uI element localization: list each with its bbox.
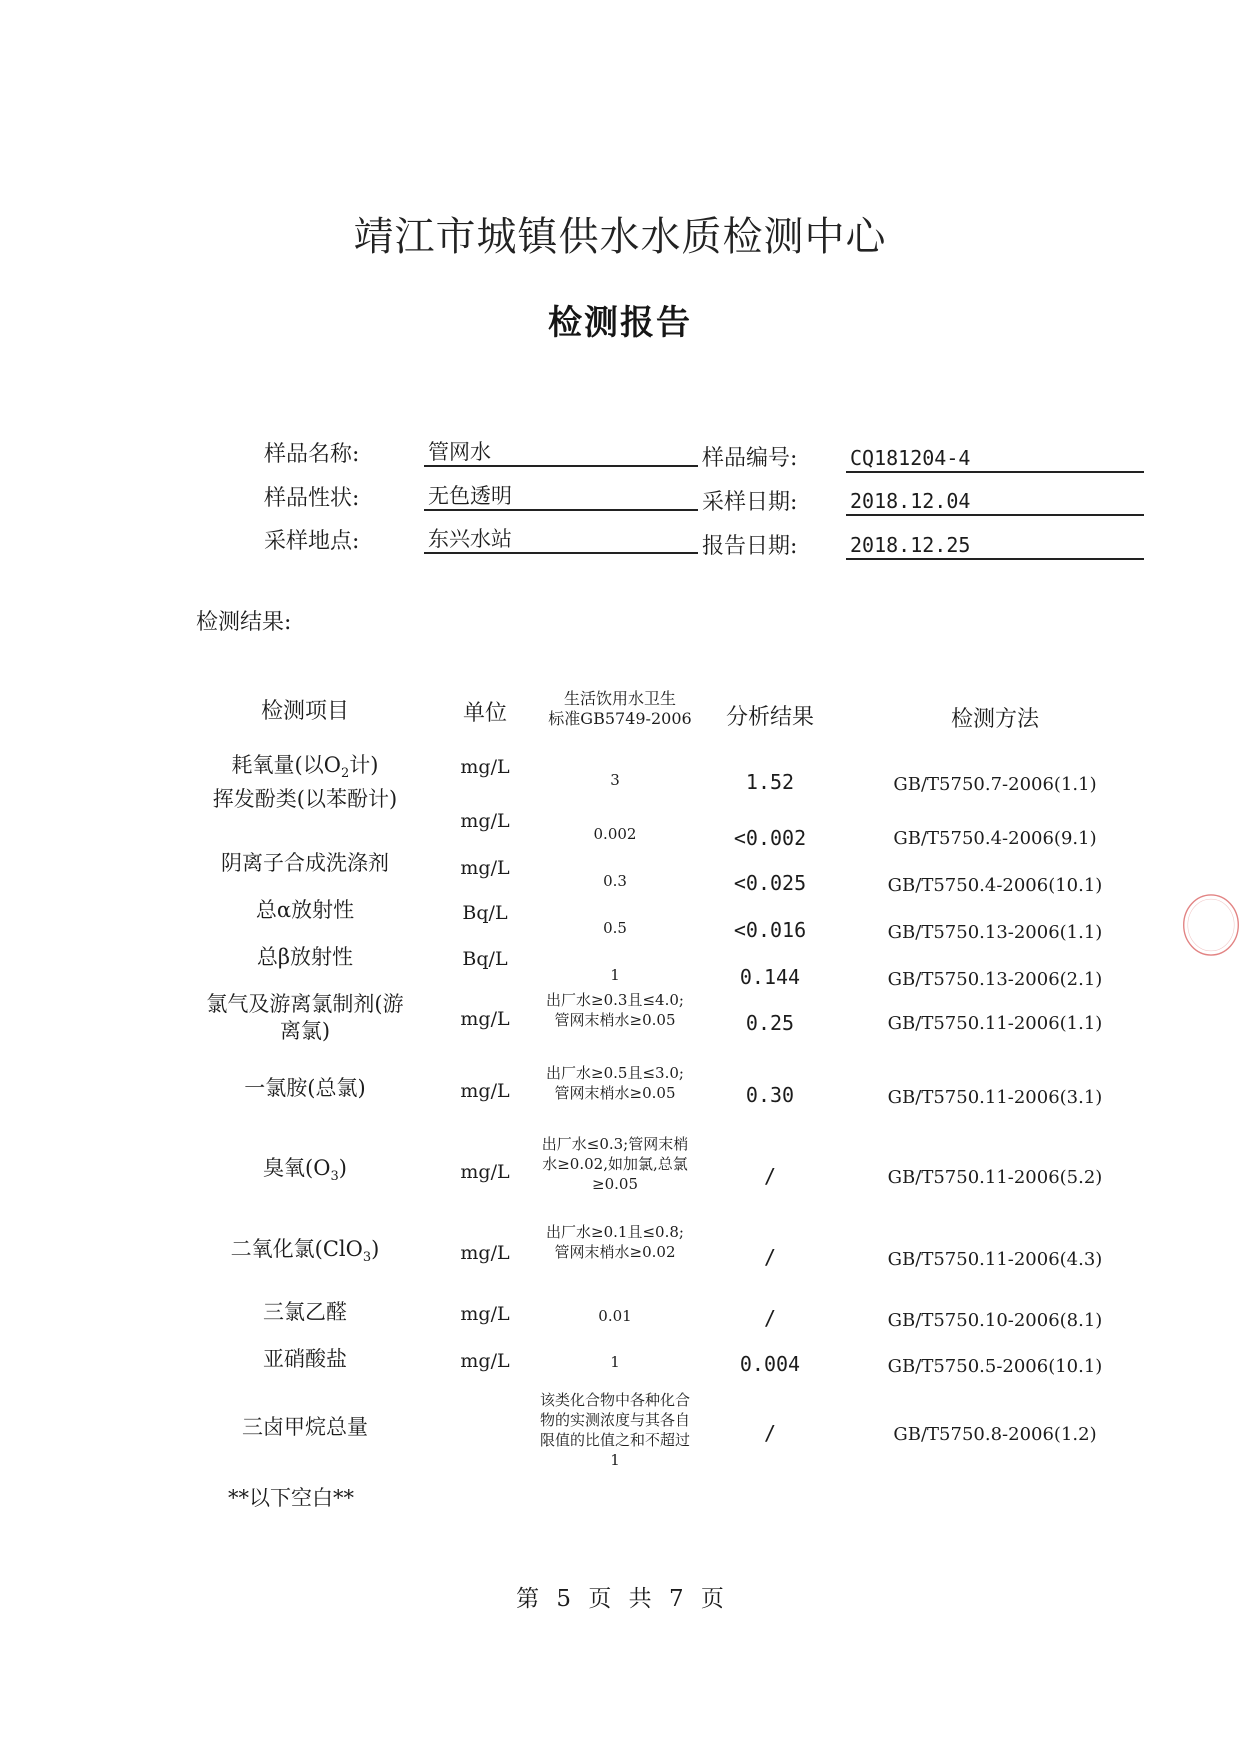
cell-unit: Bq/L [462, 948, 508, 970]
column-header-result: 分析结果 [725, 705, 814, 730]
cell-method: GB/T5750.13-2006(2.1) [887, 969, 1103, 990]
cell-method: GB/T5750.11-2006(3.1) [887, 1087, 1103, 1108]
cell-result: <0.025 [733, 871, 807, 895]
cell-item-text: 亚硝酸盐 [263, 1347, 347, 1371]
cell-method: GB/T5750.8-2006(1.2) [893, 1424, 1097, 1445]
cell-item [190, 752, 420, 787]
cell-method: GB/T5750.11-2006(5.2) [887, 1167, 1103, 1188]
cell-standard: 1 [610, 966, 620, 984]
cell-method: GB/T5750.13-2006(1.1) [887, 922, 1103, 943]
cell-result: 1.52 [745, 770, 795, 794]
cell-item-text: 阴离子合成洗涤剂 [221, 851, 389, 875]
cell-unit: mg/L [460, 1008, 510, 1030]
sample-code-label: 样品编号: [702, 446, 798, 471]
column-header-method: 检测方法 [950, 707, 1039, 732]
cell-item-suffix: ) [338, 1156, 347, 1180]
cell-item [190, 1414, 420, 1441]
cell-item-text: 三卤甲烷总量 [242, 1415, 368, 1439]
cell-standard: 该类化合物中各种化合物的实测浓度与其各自限值的比值之和不超过1 [540, 1391, 691, 1469]
report-title: 检测报告 [548, 303, 692, 343]
cell-item [190, 850, 420, 877]
cell-result: 0.30 [745, 1083, 795, 1107]
cell-item [190, 1346, 420, 1373]
cell-item [190, 897, 420, 924]
cell-item-text: 总β放射性 [256, 945, 354, 969]
column-header-item: 检测项目 [260, 699, 349, 724]
sample-name-value: 管网水 [424, 437, 698, 467]
cell-item [190, 1075, 420, 1102]
page-prefix: 第 [516, 1586, 540, 1612]
cell-method: GB/T5750.4-2006(10.1) [887, 875, 1103, 896]
page-number [0, 1580, 1240, 1613]
cell-method: GB/T5750.10-2006(8.1) [887, 1310, 1103, 1331]
end-of-table-note: **以下空白** [228, 1486, 354, 1510]
cell-item [190, 1236, 420, 1271]
cell-item [190, 944, 420, 971]
sampling-date-value: 2018.12.04 [846, 486, 1144, 516]
cell-unit: mg/L [460, 857, 510, 879]
cell-method: GB/T5750.4-2006(9.1) [893, 828, 1097, 849]
cell-method: GB/T5750.11-2006(1.1) [887, 1013, 1103, 1034]
cell-item-text: 耗氧量(以O [231, 753, 341, 777]
organization-name: 靖江市城镇供水水质检测中心 [353, 214, 887, 260]
report-date-value: 2018.12.25 [846, 530, 1144, 560]
cell-item [205, 991, 405, 1045]
cell-standard: 0.3 [603, 872, 627, 890]
cell-method: GB/T5750.5-2006(10.1) [887, 1356, 1103, 1377]
sample-nature-label: 样品性状: [264, 486, 360, 511]
cell-standard: 出厂水≥0.5且≤3.0;管网末梢水≥0.05 [546, 1064, 684, 1102]
cell-result: <0.016 [733, 918, 807, 942]
cell-result: 0.25 [745, 1011, 795, 1035]
cell-result: / [763, 1164, 777, 1188]
cell-item-subscript: 2 [340, 766, 350, 782]
cell-result: <0.002 [733, 826, 807, 850]
cell-item [190, 1155, 420, 1190]
cell-unit: mg/L [460, 1303, 510, 1325]
cell-unit: mg/L [460, 756, 510, 778]
cell-result: 0.144 [739, 965, 801, 989]
cell-standard: 0.5 [603, 919, 627, 937]
results-section-label: 检测结果: [196, 610, 292, 635]
cell-standard: 出厂水≥0.3且≤4.0;管网末梢水≥0.05 [546, 991, 684, 1029]
cell-method: GB/T5750.11-2006(4.3) [887, 1249, 1103, 1270]
sample-name-label: 样品名称: [264, 442, 360, 467]
cell-unit: mg/L [460, 1350, 510, 1372]
sample-nature-value: 无色透明 [424, 481, 698, 511]
cell-standard: 出厂水≤0.3;管网末梢水≥0.02,如加氯,总氯≥0.05 [541, 1135, 689, 1193]
sample-code-value: CQ181204-4 [846, 443, 1144, 473]
cell-item-subscript: 3 [330, 1169, 339, 1185]
cell-standard: 1 [610, 1353, 620, 1371]
cell-standard: 出厂水≥0.1且≤0.8;管网末梢水≥0.02 [546, 1223, 684, 1261]
cell-result: / [763, 1245, 777, 1269]
cell-standard: 3 [610, 771, 620, 789]
page-total: 7 [668, 1586, 684, 1612]
cell-standard: 0.002 [593, 825, 637, 843]
cell-item-text: 总α放射性 [255, 898, 355, 922]
cell-item-text: 臭氧(O [263, 1156, 331, 1180]
cell-result: / [763, 1421, 777, 1445]
cell-unit: mg/L [460, 1242, 510, 1264]
page-current: 5 [556, 1586, 572, 1612]
page-mid: 页 共 [588, 1586, 652, 1612]
cell-item [190, 1299, 420, 1326]
cell-unit: Bq/L [462, 902, 508, 924]
cell-standard: 0.01 [598, 1307, 632, 1325]
cell-item-text: 三氯乙醛 [263, 1300, 347, 1324]
cell-item-text: 挥发酚类(以苯酚计) [212, 787, 398, 811]
cell-unit: mg/L [460, 1080, 510, 1102]
page-suffix: 页 [700, 1586, 724, 1612]
column-header-standard-line1: 生活饮用水卫生 [563, 689, 676, 708]
column-header-standard [535, 689, 705, 729]
cell-item-suffix: 计) [349, 753, 379, 777]
cell-item-suffix: ) [371, 1237, 380, 1261]
cell-unit: mg/L [460, 810, 510, 832]
sampling-location-value: 东兴水站 [424, 524, 698, 554]
column-header-unit: 单位 [462, 701, 507, 726]
cell-item [210, 786, 400, 813]
cell-result: 0.004 [739, 1352, 801, 1376]
cell-item-subscript: 3 [362, 1250, 372, 1266]
cell-item-text: 一氯胺(总氯) [244, 1076, 366, 1100]
sampling-date-label: 采样日期: [702, 490, 798, 515]
seal-stamp-icon [1182, 830, 1240, 1020]
cell-unit: mg/L [460, 1161, 510, 1183]
sampling-location-label: 采样地点: [264, 529, 360, 554]
cell-result: / [763, 1306, 777, 1330]
cell-item-text: 氯气及游离氯制剂(游离氯) [206, 992, 404, 1043]
column-header-standard-line2: 标准GB5749-2006 [548, 709, 692, 728]
cell-item-text: 二氧化氯(ClO [230, 1237, 363, 1261]
cell-method: GB/T5750.7-2006(1.1) [893, 774, 1097, 795]
report-date-label: 报告日期: [702, 534, 798, 559]
